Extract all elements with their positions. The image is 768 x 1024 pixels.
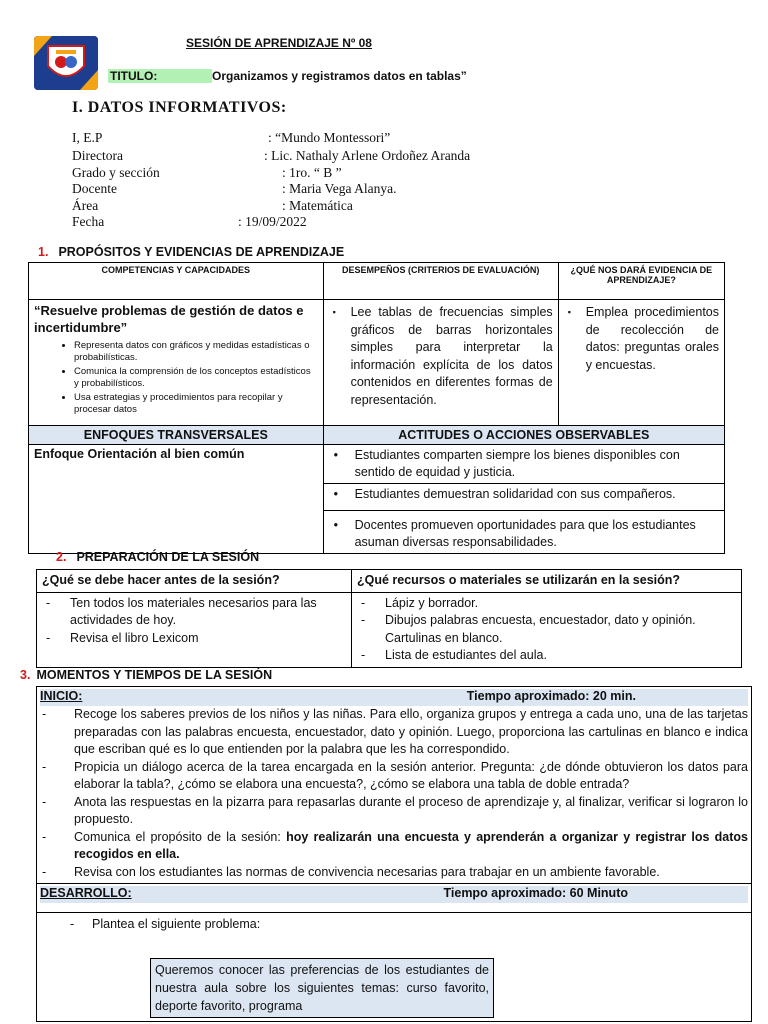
- col-header-competencias: COMPETENCIAS Y CAPACIDADES: [29, 263, 324, 300]
- list-item: - Recoge los saberes previos de los niños y las niñas. Para ello, organiza grupos y entrega a cada uno, una de las tarjetas preparadas con las palabras encuesta, encuestador, dato y opinión. Luego, proporciona las cartulinas en blanco e indica que escriban qué es lo que entienden por la palabra que les ha correspondido.: [42, 707, 748, 756]
- list-item: - Anota las respuestas en la pizarra para repasarlas durante el proceso de aprendizaje y, al finalizar, verificar si lograron lo propuesto.: [42, 794, 748, 826]
- antes-cell: [37, 592, 352, 667]
- col-header-desempenos: DESEMPEÑOS (CRITERIOS DE EVALUACIÓN): [323, 263, 558, 300]
- desarrollo-cell: [37, 884, 752, 913]
- list-item: • Usa estrategias y procedimientos para recopilar y procesar datos: [74, 392, 318, 416]
- inicio-cell: [37, 687, 752, 884]
- list-item: - Dibujos palabras encuesta, encuestador, dato y opinión. Cartulinas en blanco.: [361, 613, 696, 645]
- list-item: - Ten todos los materiales necesarios para las actividades de hoy.: [46, 595, 317, 627]
- capacidades-list: [34, 340, 318, 416]
- list-item: - Propicia un diálogo acerca de la tarea encargada en la sesión anterior. Pregunta: ¿de dónde obtuvieron los datos para elaborar la tabla?, ¿cómo se elabora una encuesta?, ¿cómo se elabora una tabla de doble entrada?: [42, 759, 748, 791]
- inicio-time: Tiempo aproximado: 20 min.: [466, 689, 636, 703]
- col-header-evidencia: ¿QUÉ NOS DARÁ EVIDENCIA DE APRENDIZAJE?: [558, 263, 724, 300]
- actitud-row: • Estudiantes demuestran solidaridad con sus compañeros.: [323, 484, 724, 511]
- inicio-bar: [40, 689, 748, 706]
- square-bullet-icon: ▪: [567, 307, 571, 317]
- enfoques-header: ENFOQUES TRANSVERSALES: [29, 426, 324, 445]
- propositos-table: [28, 262, 725, 554]
- list-item: - Revisa el libro Lexicom: [46, 630, 199, 645]
- col-header-antes: ¿Qué se debe hacer antes de la sesión?: [37, 570, 352, 593]
- list-item: • Comunica la comprensión de los conceptos estadísticos y probabilísticos.: [74, 366, 318, 390]
- square-bullet-icon: ▪: [332, 307, 336, 317]
- enfoque-cell: Enfoque Orientación al bien común: [29, 445, 324, 554]
- col-header-recursos: ¿Qué recursos o materiales se utilizarán en la sesión?: [352, 570, 742, 593]
- section-2-heading: 2. PREPARACIÓN DE LA SESIÓN: [56, 550, 260, 564]
- list-item: - Lápiz y borrador.: [361, 595, 479, 610]
- recursos-cell: [352, 592, 742, 667]
- actitudes-header: ACTITUDES O ACCIONES OBSERVABLES: [323, 426, 724, 445]
- desarrollo-time: Tiempo aproximado: 60 Minuto: [443, 886, 628, 900]
- bullet-icon: •: [333, 518, 338, 532]
- section-3-heading: 3. MOMENTOS Y TIEMPOS DE LA SESIÓN: [20, 668, 273, 682]
- competencia-title: “Resuelve problemas de gestión de datos e incertidumbre”: [34, 303, 304, 335]
- actitud-row: • Estudiantes comparten siempre los bienes disponibles con sentido de equidad y justicia.: [323, 445, 724, 484]
- desarrollo-bar: [40, 886, 748, 903]
- section-1-heading: 1. PROPÓSITOS Y EVIDENCIAS DE APRENDIZAJE: [38, 245, 345, 259]
- school-logo: [34, 36, 98, 90]
- list-item: • Representa datos con gráficos y medidas estadísticas o probabilísticas.: [74, 340, 318, 364]
- titulo-text: Organizamos y registramos datos en tablas”: [212, 69, 467, 83]
- actitud-row: • Docentes promueven oportunidades para que los estudiantes asuman diversas responsabilidades.: [323, 511, 724, 554]
- list-item: - Lista de estudiantes del aula.: [361, 648, 547, 662]
- session-title: SESIÓN DE APRENDIZAJE Nº 08: [186, 36, 372, 50]
- evidencia-cell: [558, 300, 724, 426]
- list-item: - Plantea el siguiente problema:: [70, 917, 261, 931]
- list-item: - Comunica el propósito de la sesión: hoy realizarán una encuesta y aprenderán a organizar y registrar los datos recogidos en ella.: [42, 829, 748, 861]
- datos-informativos-heading: I. DATOS INFORMATIVOS:: [72, 99, 287, 116]
- list-item: - Revisa con los estudiantes las normas de convivencia necesarias para trabajar en un ambiente favorable.: [42, 864, 660, 879]
- preparacion-table: [36, 569, 742, 668]
- bullet-icon: •: [333, 448, 338, 462]
- bullet-icon: •: [333, 487, 338, 501]
- desempeno-cell: [323, 300, 558, 426]
- competencia-cell: [29, 300, 324, 426]
- titulo-label: TITULO:: [108, 69, 212, 83]
- desarrollo-label: DESARROLLO:: [40, 886, 132, 900]
- list-item: ▪ Lee tablas de frecuencias simples gráficos de barras horizontales simples para interpretar la información explícita de los datos contenidos en diferentes formas de representación.: [332, 305, 553, 407]
- problem-box: Queremos conocer las preferencias de los estudiantes de nuestra aula sobre los siguientes temas: curso favorito, deporte favorito, programa: [150, 958, 494, 1018]
- inicio-label: INICIO:: [40, 689, 83, 703]
- list-item: ▪ Emplea procedimientos de recolección de datos: preguntas orales y encuestas.: [567, 305, 719, 372]
